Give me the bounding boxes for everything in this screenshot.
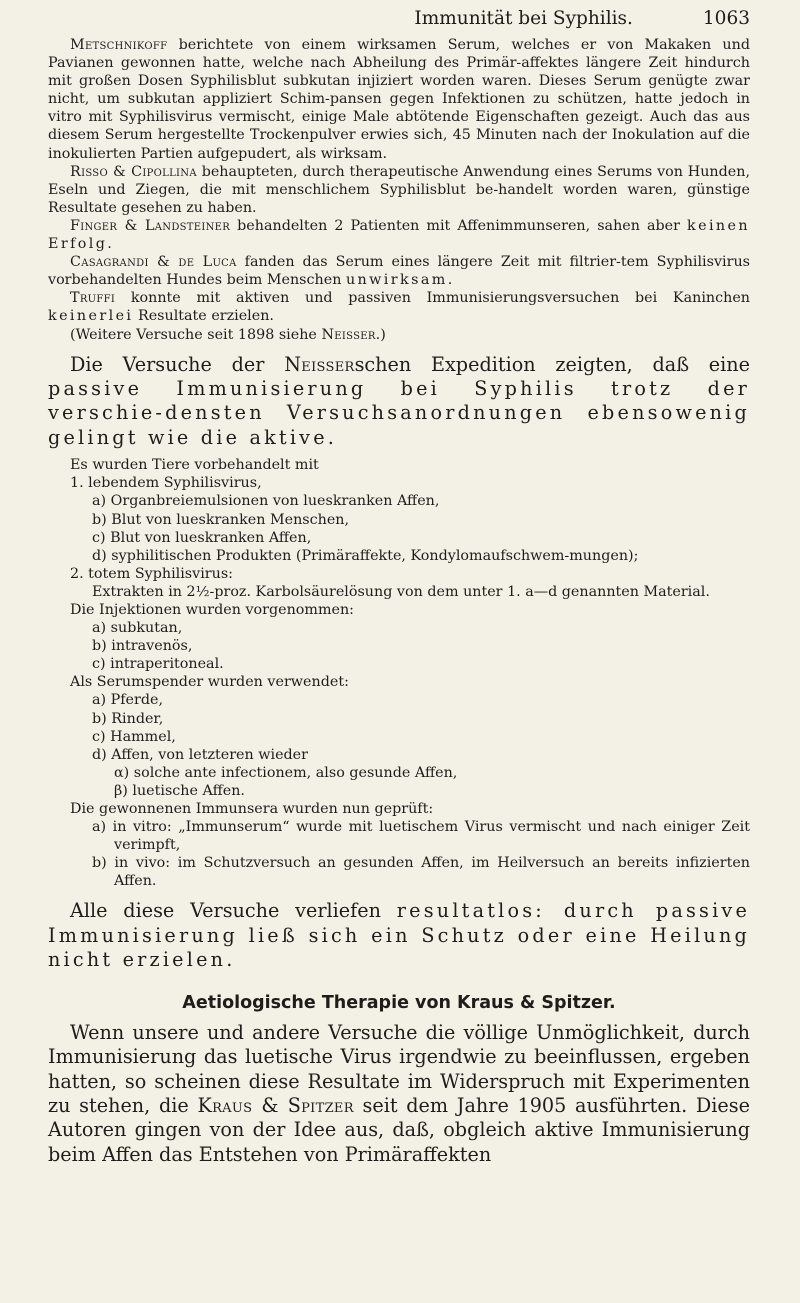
list-item: Die gewonnenen Immunsera wurden nun geprüft: xyxy=(70,801,434,817)
list-item: 1. lebendem Syphilisvirus, xyxy=(70,475,262,492)
paragraph-text: behaupteten, durch therapeutische Anwendung eines Serums von Hunden, Eseln und Ziegen, die mit menschlichem Syphilisblut be-handelt worden waren, günstige Resultate gesehen zu haben. xyxy=(48,163,751,216)
paragraph-tail: .) xyxy=(375,326,386,343)
list-item: b) in vivo: im Schutzversuch an gesunden Affen, im Heilversuch an bereits infizierten Affen. xyxy=(92,855,750,890)
list-item: Die Injektionen wurden vorgenommen: xyxy=(70,601,354,618)
author-name: Metschnikoff xyxy=(70,37,168,53)
experiment-items xyxy=(48,456,750,890)
list-item: 2. totem Syphilisvirus: xyxy=(70,565,233,582)
section-title: Aetiologische Therapie von Kraus & Spitzer. xyxy=(182,992,616,1013)
final-paragraph xyxy=(48,1021,750,1167)
author-name: Finger & Landsteiner xyxy=(70,217,231,234)
paragraph-metschnikoff xyxy=(48,36,750,163)
list-item: Extrakten in 2½-proz. Karbolsäurelösung von dem unter 1. a—d genannten Material. xyxy=(92,583,710,600)
spaced-emphasis: keinerlei xyxy=(48,308,134,325)
list-item: c) intraperitoneal. xyxy=(92,656,224,673)
list-item: d) syphilitischen Produkten (Primäraffekte, Kondylomaufschwem-mungen); xyxy=(92,547,639,564)
list-item: c) Blut von lueskranken Affen, xyxy=(92,529,312,546)
paragraph-finger xyxy=(48,217,750,253)
text-pre: Alle diese Versuche verliefen xyxy=(70,899,397,923)
list-item: a) Organbreiemulsionen von lueskranken Affen, xyxy=(92,493,440,510)
spaced-emphasis: unwirksam xyxy=(345,272,448,289)
text-tail: seit dem Jahre 1905 ausführten. Diese Autoren gingen von der Idee aus, daß, obgleich aktive Immunisierung beim Affen das Entstehen von Primäraffekten xyxy=(48,1093,750,1166)
final-section xyxy=(48,1021,750,1167)
list-item: b) Rinder, xyxy=(92,710,164,727)
running-title: Immunität bei Syphilis. xyxy=(414,8,633,29)
list-item: b) Blut von lueskranken Menschen, xyxy=(92,511,350,528)
spaced-emphasis: passive Immunisierung bei Syphilis trotz der verschie-densten Versuchsanordnungen ebensowenig gelingt wie die aktive xyxy=(48,377,750,449)
text-pre: Die Versuche der xyxy=(70,352,285,376)
list-item: Es wurden Tiere vorbehandelt mit xyxy=(70,457,319,474)
author-name: Casagrandi & de Luca xyxy=(70,254,237,271)
paragraph-tail: . xyxy=(107,236,112,253)
author-name: Neisser xyxy=(284,352,355,376)
experiment-list xyxy=(48,456,750,890)
paragraph-weitere xyxy=(48,326,750,344)
summary-paragraph xyxy=(48,899,750,972)
page-number: 1063 xyxy=(702,8,750,29)
paragraph-tail: Resultate erzielen. xyxy=(133,308,274,325)
paragraph-text: fanden das Serum eines längere Zeit mit filtrier-tem Syphilisvirus vorbehandelten Hundes beim Menschen xyxy=(48,254,750,289)
list-item: c) Hammel, xyxy=(92,728,176,745)
summary-passive-immunisation xyxy=(48,353,750,451)
author-name: Neisser xyxy=(321,326,376,343)
text-tail: . xyxy=(226,948,233,972)
paragraph-text: behandelten 2 Patienten mit Affenimmunseren, sahen aber xyxy=(230,217,688,234)
summary-paragraph xyxy=(48,353,750,451)
text-tail: . xyxy=(327,425,334,449)
list-item: β) luetische Affen. xyxy=(114,782,245,799)
paragraph-tail: . xyxy=(447,272,453,289)
text-mid: schen Expedition zeigten, daß eine xyxy=(354,352,750,376)
list-item: a) subkutan, xyxy=(92,620,183,637)
summary-results xyxy=(48,899,750,972)
list-item: b) intravenös, xyxy=(92,638,193,655)
paragraph-text: konnte mit aktiven und passiven Immunisierungsversuchen bei Kaninchen xyxy=(115,290,750,307)
author-name: Kraus & Spitzer xyxy=(197,1093,354,1117)
spaced-emphasis: resultatlos: durch passive Immunisierung ließ sich ein Schutz oder eine Heilung nicht erzielen xyxy=(48,899,751,972)
intro-section xyxy=(48,36,750,344)
list-item: a) Pferde, xyxy=(92,692,164,709)
paragraph-text: (Weitere Versuche seit 1898 siehe xyxy=(70,326,322,343)
list-item: α) solche ante infectionem, also gesunde Affen, xyxy=(114,764,458,781)
spaced-emphasis: keinen Erfolg xyxy=(48,217,751,253)
paragraph-risso xyxy=(48,163,750,217)
page-header xyxy=(48,0,750,36)
list-item: d) Affen, von letzteren wieder xyxy=(92,746,308,763)
text-pre: Wenn unsere und andere Versuche die völlige Unmöglichkeit, durch Immunisierung das luetische Virus irgendwie zu beeinflussen, ergeben hatten, so scheinen diese Resultate im Widerspruch mit Experimenten zu stehen, die xyxy=(48,1020,750,1117)
paragraph-text: berichtete von einem wirksamen Serum, welches er von Makaken und Pavianen gewonnen hatte, welche nach Abheilung des Primär-affektes längere Zeit hindurch mit großen Dosen Syphilisblut subkutan injiziert worden waren. Dieses Serum genügte zwar nicht, um subkutan appliziert Schim-pansen gegen Infektionen zu schützen, hatte jedoch in vitro mit Syphilisvirus vermischt, einige Male abtötende Eigenschaften gezeigt. Auch das aus diesem Serum hergestellte Trockenpulver erwies sich, 45 Minuten nach der Inokulation auf die inokulierten Partien aufgepudert, als wirksam. xyxy=(48,37,750,162)
paragraph-truffi xyxy=(48,289,750,325)
author-name: Risso & Cipollina xyxy=(70,163,197,180)
paragraph-casagrandi xyxy=(48,253,750,289)
list-item: a) in vitro: „Immunserum“ wurde mit luetischem Virus vermischt und nach einiger Zeit verimpft, xyxy=(92,819,750,854)
author-name: Truffi xyxy=(70,290,116,307)
list-item: Als Serumspender wurden verwendet: xyxy=(70,674,349,691)
